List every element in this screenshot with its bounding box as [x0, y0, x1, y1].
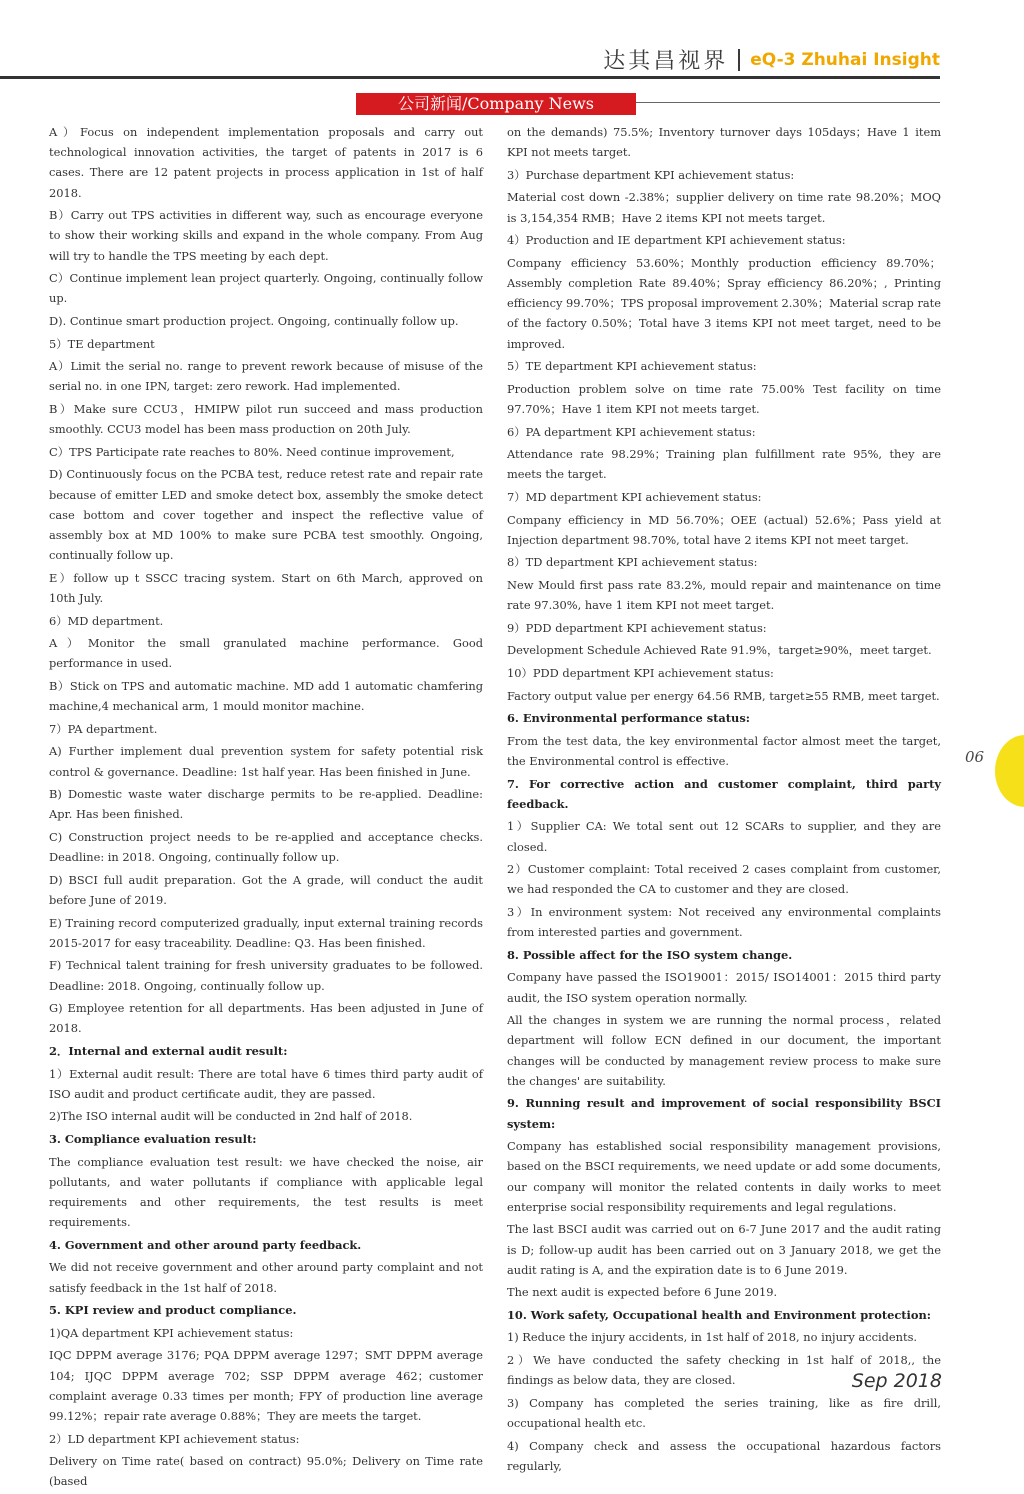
paragraph: Development Schedule Achieved Rate 91.9%，target≥90%，meet target. — [507, 643, 932, 658]
paragraph: F) Technical talent training for fresh university graduates to be followed. Deadline: 2018. Ongoing, continually follow up. — [49, 958, 483, 993]
paragraph: D). Continue smart production project. Ongoing, continually follow up. — [49, 314, 459, 328]
paragraph: C) Construction project needs to be re-applied and acceptance checks. Deadline: in 2018. Ongoing, continually follow up. — [49, 829, 483, 865]
paragraph: B) Domestic waste water discharge permits to be re-applied. Deadline: Apr. Has been finished. — [49, 787, 483, 822]
page-tab-marker — [995, 735, 1024, 807]
paragraph: 5）TE department — [49, 336, 155, 351]
paragraph: 8）TD department KPI achievement status: — [507, 555, 758, 570]
paragraph: on the demands) 75.5%; Inventory turnover days 105days；Have 1 item KPI not meets target. — [507, 125, 941, 160]
paragraph: Factory output value per energy 64.56 RMB, target≥55 RMB, meet target. — [507, 688, 940, 703]
paragraph: Company efficiency 53.60%；Monthly production efficiency 89.70%；Assembly completion Rate 89.40%；Spray efficiency 86.20%；, Printing efficiency 99.70%；TPS proposal improvement 2.30%；Material scrap rate of the factory 0.50%；Total have 3 items KPI not meet target, need to be improved. — [507, 255, 941, 351]
paragraph: 1）External audit result: There are total have 6 times third party audit of ISO audit and product certificate audit, they are passed. — [49, 1066, 483, 1101]
paragraph: 2）Customer complaint: Total received 2 cases complaint from customer, we had responded the CA to customer and they are closed. — [507, 862, 941, 897]
paragraph: 3) Company has completed the series training, like as fire drill, occupational health etc. — [507, 1395, 941, 1431]
paragraph: The next audit is expected before 6 June 2019. — [507, 1285, 778, 1300]
paragraph: D) BSCI full audit preparation. Got the A grade, will conduct the audit before June of 2019. — [49, 872, 483, 907]
paragraph: C）TPS Participate rate reaches to 80%. Need continue improvement, — [49, 444, 455, 459]
section-rule — [636, 102, 940, 103]
paragraph: The last BSCI audit was carried out on 6-7 June 2017 and the audit rating is D; follow-up audit has been carried out on 3 January 2018, we get the audit rating is A, and the expiration date is to 6 June 2019. — [507, 1222, 941, 1277]
section-heading: 4. Government and other around party feedback. — [49, 1237, 362, 1252]
section-heading: 3. Compliance evaluation result: — [49, 1131, 257, 1146]
brand-english-name: eQ-3 Zhuhai Insight — [750, 49, 940, 70]
paragraph: A) Further implement dual prevention system for safety potential risk control & governance. Deadline: 1st half year. Has been finished in June. — [49, 744, 483, 779]
header-rule — [0, 76, 940, 79]
paragraph: 3）Purchase department KPI achievement status: — [507, 167, 795, 182]
footer-date: Sep 2018 — [851, 1370, 942, 1392]
paragraph: D) Continuously focus on the PCBA test, reduce retest rate and repair rate because of emitter LED and smoke detect box, assembly the smoke detect case bottom and cover together and inspect the reflective value of assembly box at MD 100% to make sure PCBA test smoothly. Ongoing, continually follow up. — [49, 467, 483, 563]
paragraph: 10）PDD department KPI achievement status: — [507, 665, 774, 680]
paragraph: 1)QA department KPI achievement status: — [49, 1325, 294, 1340]
left-column — [49, 122, 483, 1494]
paragraph: From the test data, the key environmental factor almost meet the target, the Environmental control is effective. — [507, 733, 941, 768]
section-heading: 9. Running result and improvement of social responsibility BSCI system: — [507, 1096, 941, 1131]
right-column — [507, 122, 941, 1478]
paragraph: 4) Company check and assess the occupational hazardous factors regularly, — [507, 1438, 941, 1473]
paragraph: 2）LD department KPI achievement status: — [49, 1431, 300, 1446]
paragraph: All the changes in system we are running the normal process，related department will follow ECN defined in our document, the important changes will be conducted by management review process to make sure the changes' are suitability. — [507, 1013, 941, 1088]
section-heading: 5. KPI review and product compliance. — [49, 1303, 297, 1318]
paragraph: 3）In environment system: Not received any environmental complaints from interested parties and government. — [507, 904, 941, 940]
paragraph: 6）PA department KPI achievement status: — [507, 424, 756, 439]
paragraph: 2）We have conducted the safety checking in 1st half of 2018,, the findings as below data, they are closed. — [507, 1353, 941, 1388]
paragraph: Material cost down -2.38%；supplier delivery on time rate 98.20%；MOQ is 3,154,354 RMB；Have 2 items KPI not meets target. — [507, 190, 941, 225]
paragraph: Company have passed the ISO19001：2015/ ISO14001：2015 third party audit, the ISO system operation normally. — [507, 970, 941, 1005]
paragraph: B）Make sure CCU3，HMIPW pilot run succeed and mass production smoothly. CCU3 model has been mass production on 20th July. — [49, 401, 483, 437]
paragraph: 5）TE department KPI achievement status: — [507, 359, 757, 374]
paragraph: A）Limit the serial no. range to prevent rework because of misuse of the serial no. in one IPN, target: zero rework. Had implemented. — [49, 359, 483, 394]
paragraph: Attendance rate 98.29%；Training plan fulfillment rate 95%, they are meets the target. — [507, 447, 941, 482]
paragraph: G) Employee retention for all departments. Has been adjusted in June of 2018. — [49, 1001, 483, 1036]
paragraph: 1) Reduce the injury accidents, in 1st half of 2018, no injury accidents. — [507, 1330, 918, 1345]
paragraph: 7）MD department KPI achievement status: — [507, 489, 762, 504]
section-heading: 7. For corrective action and customer complaint, third party feedback. — [507, 776, 941, 811]
paragraph: 1）Supplier CA: We total sent out 12 SCARs to supplier, and they are closed. — [507, 819, 941, 854]
section-heading: 8. Possible affect for the ISO system change. — [507, 947, 793, 962]
brand-header — [603, 44, 940, 75]
paragraph: Production problem solve on time rate 75.00% Test facility on time 97.70%；Have 1 item KPI not meets target. — [507, 381, 941, 416]
paragraph: Company has established social responsibility management provisions, based on the BSCI requirements, we need update or add some documents, our company will monitor the related contents in daily works to meet enterprise social responsibility requirements and legal regulations. — [507, 1139, 941, 1214]
paragraph: 6）MD department. — [49, 613, 164, 628]
section-heading: 6. Environmental performance status: — [507, 711, 750, 726]
paragraph: Delivery on Time rate( based on contract) 95.0%; Delivery on Time rate (based — [49, 1454, 483, 1489]
paragraph: We did not receive government and other around party complaint and not satisfy feedback in the 1st half of 2018. — [49, 1260, 483, 1295]
paragraph: E) Training record computerized gradually, input external training records 2015-2017 for easy traceability. Deadline: Q3. Has been finished. — [49, 915, 483, 950]
section-title: 公司新闻/Company News — [356, 93, 636, 115]
paragraph: A）Focus on independent implementation proposals and carry out technological innovation activities, the target of patents in 2017 is 6 cases. There are 12 patent projects in process application in 1st of half 2018. — [49, 125, 483, 200]
paragraph: Company efficiency in MD 56.70%；OEE (actual) 52.6%；Pass yield at Injection department 98.70%, total have 2 items KPI not meet target. — [507, 512, 941, 547]
section-heading: 10. Work safety, Occupational health and Environment protection: — [507, 1307, 931, 1322]
page-number: 06 — [965, 748, 985, 766]
paragraph: 9）PDD department KPI achievement status: — [507, 620, 767, 635]
section-heading: 2．Internal and external audit result: — [49, 1043, 288, 1058]
paragraph: The compliance evaluation test result: we have checked the noise, air pollutants, and water pollutants if compliance with applicable legal requirements and other requirements, the test results is meet requirements. — [49, 1154, 483, 1230]
paragraph: 7）PA department. — [49, 721, 158, 736]
paragraph: B）Carry out TPS activities in different way, such as encourage everyone to show their working skills and expand in the whole company. From Aug will try to handle the TPS meeting by each dept. — [49, 208, 483, 263]
paragraph: B）Stick on TPS and automatic machine. MD add 1 automatic chamfering machine,4 mechanical arm, 1 mould monitor machine. — [49, 678, 483, 714]
paragraph: IQC DPPM average 3176; PQA DPPM average 1297；SMT DPPM average 104; IJQC DPPM average 702; SSP DPPM average 462；customer complaint average 0.33 times per month; FPY of production line average 99.12%；repair rate average 0.88%；They are meets the target. — [49, 1348, 483, 1423]
paragraph: C）Continue implement lean project quarterly. Ongoing, continually follow up. — [49, 271, 483, 306]
paragraph: New Mould first pass rate 83.2%, mould repair and maintenance on time rate 97.30%, have 1 item KPI not meet target. — [507, 577, 941, 613]
paragraph: A）Monitor the small granulated machine performance. Good performance in used. — [49, 636, 483, 671]
paragraph: E）follow up t SSCC tracing system. Start on 6th March, approved on 10th July. — [49, 570, 483, 605]
brand-chinese-name: 达其昌视界 — [603, 49, 729, 74]
paragraph: 2)The ISO internal audit will be conducted in 2nd half of 2018. — [49, 1109, 413, 1124]
brand-divider — [738, 49, 740, 71]
paragraph: 4）Production and IE department KPI achievement status: — [507, 233, 846, 248]
